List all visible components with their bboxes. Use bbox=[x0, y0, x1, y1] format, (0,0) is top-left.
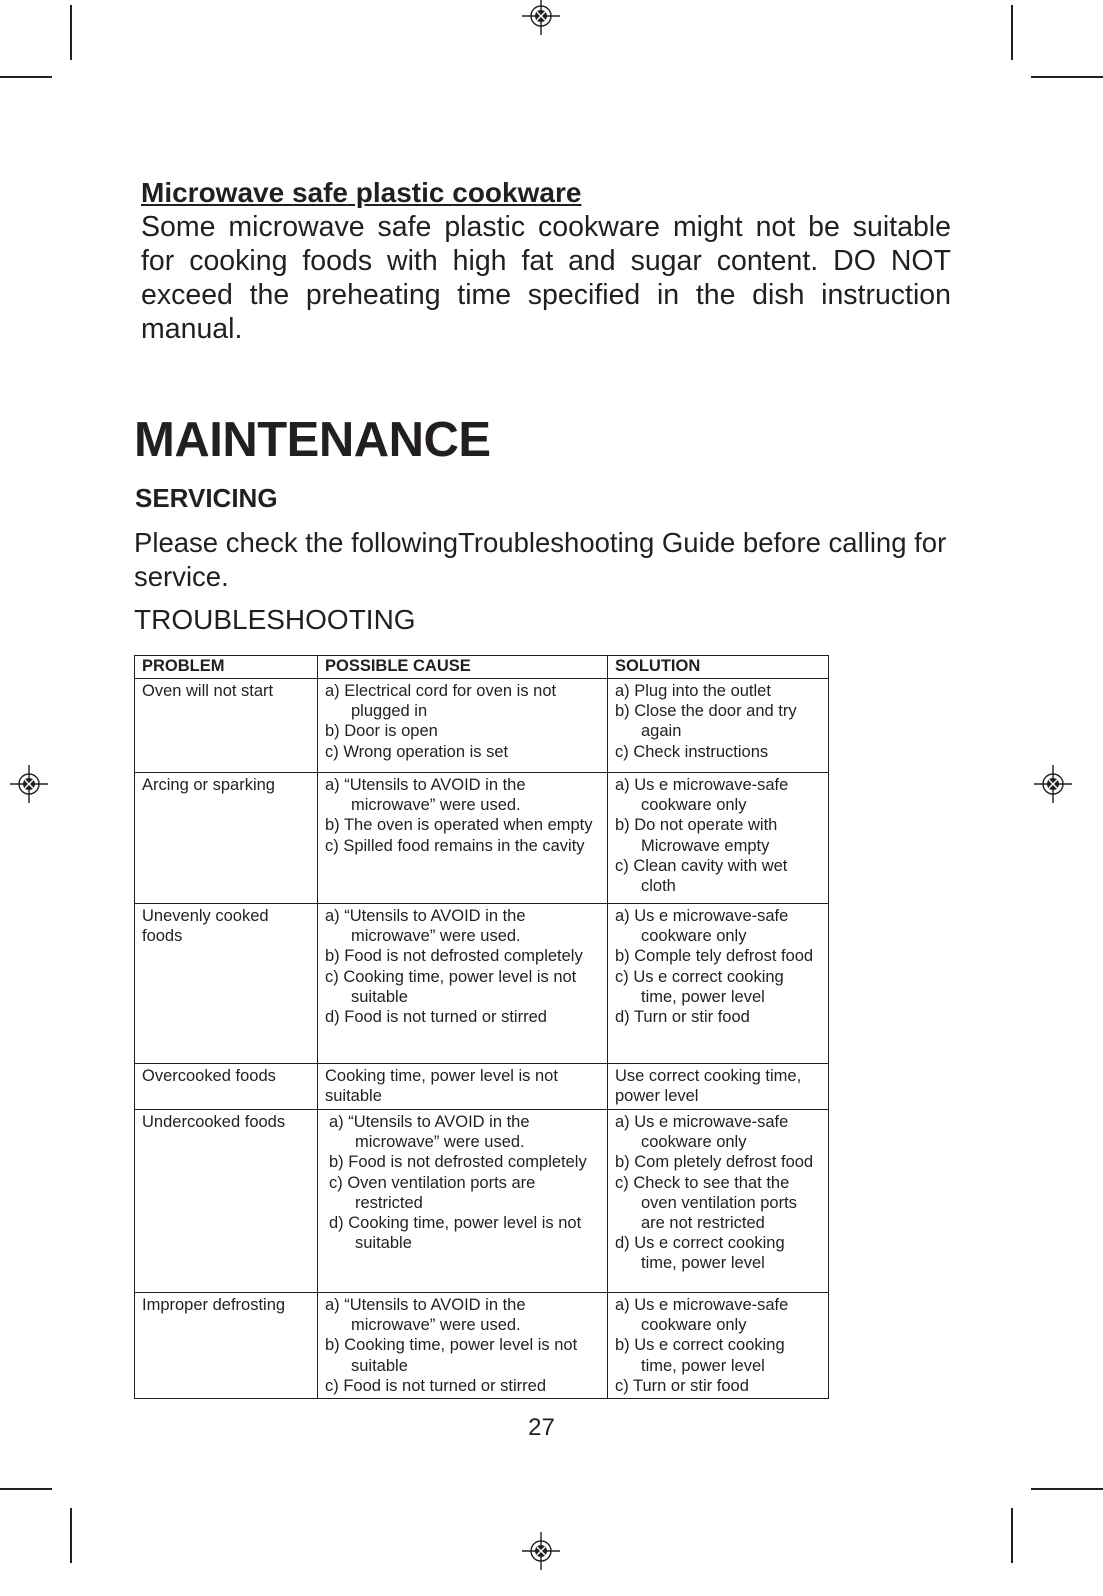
cause-cell bbox=[318, 904, 608, 1064]
crop-mark bbox=[70, 5, 72, 60]
cause-cell bbox=[318, 773, 608, 904]
list-item: c) Turn or stir food bbox=[615, 1376, 749, 1395]
list-item: d) Turn or stir food bbox=[615, 1008, 750, 1027]
list-item: Use correct cooking time, power level bbox=[615, 1067, 802, 1106]
table-row bbox=[135, 1293, 829, 1399]
table-row bbox=[135, 1110, 829, 1293]
cookware-section-text bbox=[141, 210, 951, 346]
list-item: b) The oven is operated when empty bbox=[325, 816, 593, 835]
cookware-section bbox=[141, 176, 951, 346]
list-item: b) Close the door and try again bbox=[615, 702, 797, 741]
list-item: a) Us e microwave-safe cookware only bbox=[615, 776, 789, 815]
list-item: a) Plug into the outlet bbox=[615, 682, 771, 700]
crop-mark bbox=[0, 76, 52, 78]
list-item: a) Us e microwave-safe cookware only bbox=[615, 907, 789, 946]
troubleshooting-label: TROUBLESHOOTING bbox=[134, 604, 416, 635]
solution-cell bbox=[608, 773, 829, 904]
list-item: c) Cooking time, power level is not suitable bbox=[325, 967, 577, 1006]
cause-cell bbox=[318, 1110, 608, 1293]
table-row bbox=[135, 1064, 829, 1110]
list-item: d) Cooking time, power level is not suitable bbox=[329, 1214, 582, 1253]
problem-cell: Undercooked foods bbox=[135, 1110, 318, 1293]
table-row bbox=[135, 679, 829, 773]
problem-cell: Oven will not start bbox=[135, 679, 318, 773]
list-item: b) Food is not defrosted completely bbox=[325, 947, 583, 966]
troubleshooting-table bbox=[134, 655, 829, 1399]
text-line: exceed the preheating time specified in the dish instruction bbox=[141, 279, 951, 311]
crop-mark bbox=[1011, 5, 1013, 60]
cause-cell bbox=[318, 1293, 608, 1399]
solution-cell bbox=[608, 1293, 829, 1399]
list-item: c) Us e correct cooking time, power level bbox=[615, 967, 784, 1006]
list-item: b) Cooking time, power level is not suitable bbox=[325, 1336, 578, 1375]
list-item: c) Wrong operation is set bbox=[325, 742, 509, 761]
registration-mark-icon bbox=[522, 1532, 560, 1570]
maintenance-heading: MAINTENANCE bbox=[134, 413, 491, 467]
problem-cell: Improper defrosting bbox=[135, 1293, 318, 1399]
list-item: b) Food is not defrosted completely bbox=[329, 1153, 587, 1172]
list-item: b) Do not operate with Microwave empty bbox=[615, 816, 778, 855]
problem-cell: Unevenly cooked foods bbox=[135, 904, 318, 1064]
list-item: b) Door is open bbox=[325, 722, 438, 741]
servicing-intro: Please check the followingTroubleshooting Guide before calling for service. bbox=[134, 527, 947, 592]
table-row bbox=[135, 773, 829, 904]
list-item: c) Oven ventilation ports are restricted bbox=[329, 1173, 536, 1212]
cause-cell bbox=[318, 679, 608, 773]
list-item: d) Food is not turned or stirred bbox=[325, 1008, 547, 1027]
registration-mark-icon bbox=[1034, 765, 1072, 803]
solution-cell bbox=[608, 679, 829, 773]
problem-cell: Overcooked foods bbox=[135, 1064, 318, 1110]
crop-mark bbox=[1031, 76, 1103, 78]
problem-cell: Arcing or sparking bbox=[135, 773, 318, 904]
column-header-cause: POSSIBLE CAUSE bbox=[318, 656, 608, 679]
crop-mark bbox=[1011, 1508, 1013, 1563]
list-item: b) Com pletely defrost food bbox=[615, 1153, 814, 1172]
registration-mark-icon bbox=[10, 765, 48, 803]
list-item: c) Clean cavity with wet cloth bbox=[615, 856, 788, 896]
list-item: Cooking time, power level is not suitable bbox=[325, 1067, 558, 1106]
registration-mark-icon bbox=[522, 0, 560, 35]
list-item: a) “Utensils to AVOID in the microwave” were used. bbox=[325, 776, 526, 815]
list-item: c) Food is not turned or stirred bbox=[325, 1376, 547, 1395]
list-item: a) Electrical cord for oven is not plugged in bbox=[325, 682, 557, 721]
table-row bbox=[135, 904, 829, 1064]
text-line: manual. bbox=[141, 313, 243, 345]
crop-mark bbox=[0, 1488, 52, 1490]
cause-cell bbox=[318, 1064, 608, 1110]
list-item: a) “Utensils to AVOID in the microwave” were used. bbox=[329, 1113, 530, 1152]
list-item: d) Us e correct cooking time, power level bbox=[615, 1234, 785, 1273]
text-line: Some microwave safe plastic cookware might not be suitable bbox=[141, 211, 951, 243]
list-item: a) Us e microwave-safe cookware only bbox=[615, 1113, 789, 1152]
list-item: b) Us e correct cooking time, power level bbox=[615, 1336, 785, 1375]
solution-cell bbox=[608, 1064, 829, 1110]
table-header-row bbox=[135, 656, 829, 679]
column-header-solution: SOLUTION bbox=[608, 656, 829, 679]
crop-mark bbox=[1031, 1488, 1103, 1490]
solution-cell bbox=[608, 1110, 829, 1293]
solution-cell bbox=[608, 904, 829, 1064]
column-header-problem: PROBLEM bbox=[135, 656, 318, 679]
text-line: for cooking foods with high fat and sugar content. DO NOT bbox=[141, 245, 951, 277]
list-item: c) Spilled food remains in the cavity bbox=[325, 836, 585, 855]
list-item: a) Us e microwave-safe cookware only bbox=[615, 1296, 789, 1335]
list-item: c) Check instructions bbox=[615, 742, 769, 761]
crop-mark bbox=[70, 1508, 72, 1563]
servicing-heading: SERVICING bbox=[135, 483, 278, 513]
list-item: c) Check to see that the oven ventilation ports are not restricted bbox=[615, 1173, 797, 1233]
page-number: 27 bbox=[528, 1414, 555, 1441]
list-item: b) Comple tely defrost food bbox=[615, 947, 814, 966]
list-item: a) “Utensils to AVOID in the microwave” were used. bbox=[325, 1296, 526, 1335]
cookware-section-title: Microwave safe plastic cookware bbox=[141, 177, 582, 208]
list-item: a) “Utensils to AVOID in the microwave” were used. bbox=[325, 907, 526, 946]
